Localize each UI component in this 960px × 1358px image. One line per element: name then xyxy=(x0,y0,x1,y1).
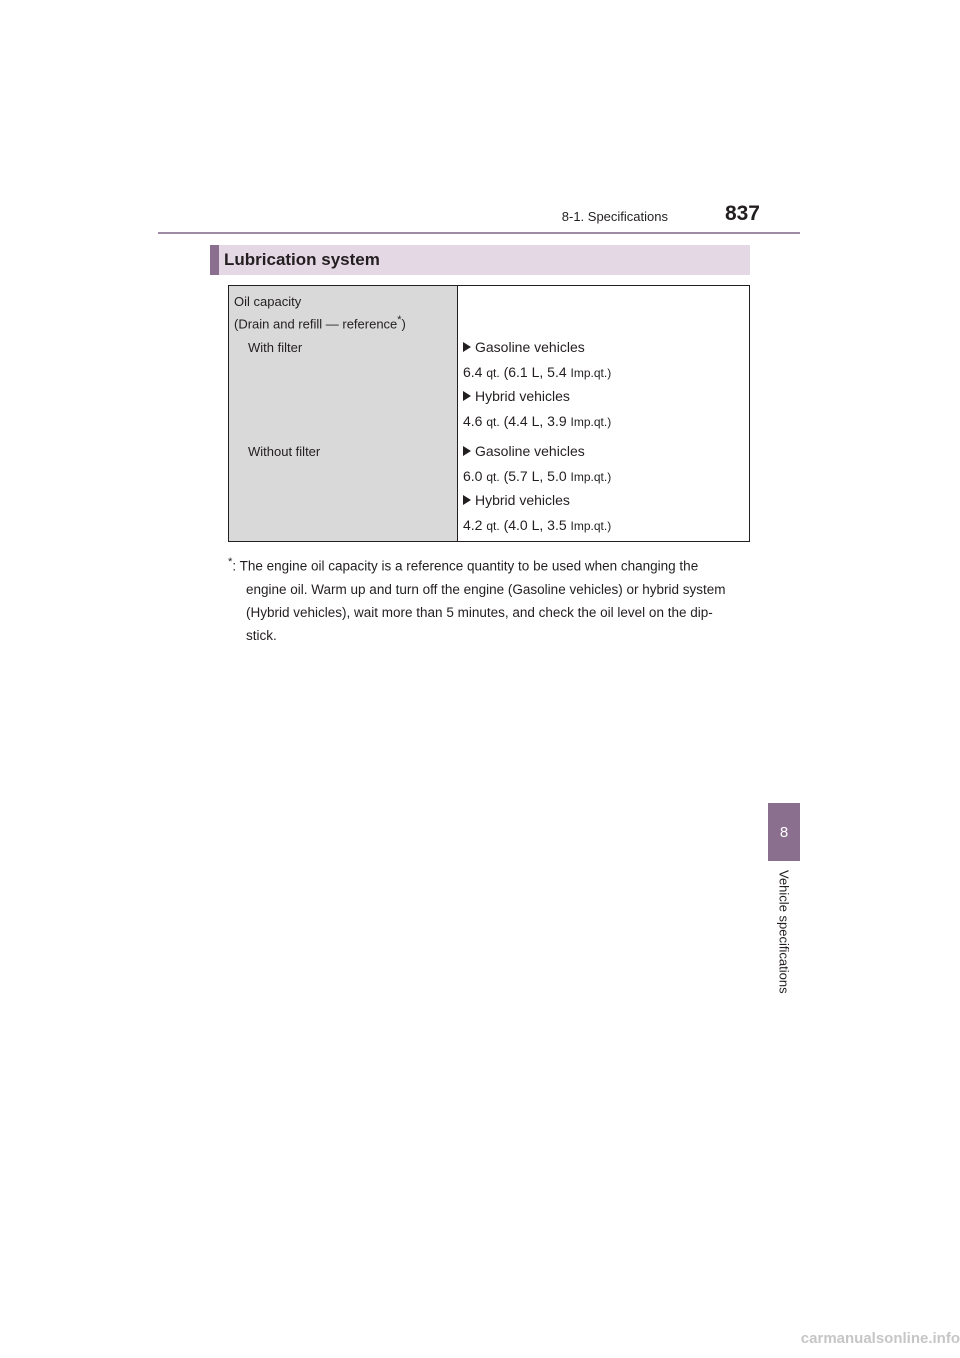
footnote-line-2: engine oil. Warm up and turn off the engine (Gasoline vehicles) or hybrid system xyxy=(246,581,726,597)
section-label: 8-1. Specifications xyxy=(561,209,668,224)
value-paren: (4.0 L, 3.5 xyxy=(503,517,567,533)
table-label-column xyxy=(229,286,458,541)
reference-star: * xyxy=(397,314,402,326)
list-item xyxy=(463,339,585,355)
hybrid-label: Hybrid vehicles xyxy=(475,388,570,404)
value-unit: qt. xyxy=(486,366,500,380)
table-value-column xyxy=(458,286,749,541)
section-heading-text: Lubrication system xyxy=(224,250,380,269)
without-filter-hybrid-value xyxy=(463,517,611,533)
footnote xyxy=(228,551,750,647)
triangle-bullet-icon xyxy=(463,495,471,505)
page-number: 837 xyxy=(724,202,760,225)
footnote-line-1 xyxy=(228,551,750,578)
footnote-line-3: (Hybrid vehicles), wait more than 5 minutes, and check the oil level on the dip- xyxy=(246,604,713,620)
footnote-marker: * xyxy=(228,556,233,568)
with-filter-hybrid-value xyxy=(463,413,611,429)
value-imp: Imp.qt.) xyxy=(570,470,612,484)
label-close: ) xyxy=(401,316,406,332)
gasoline-label: Gasoline vehicles xyxy=(475,339,585,355)
without-filter-label: Without filter xyxy=(248,444,321,459)
triangle-bullet-icon xyxy=(463,342,471,352)
oil-capacity-table xyxy=(228,285,750,542)
chapter-label xyxy=(770,870,798,1010)
chapter-tab xyxy=(768,803,800,861)
without-filter-gasoline-value xyxy=(463,468,611,484)
footnote-line-4: stick. xyxy=(246,627,277,643)
oil-capacity-label xyxy=(234,292,406,333)
header-rule xyxy=(158,232,800,234)
list-item xyxy=(463,388,570,404)
value-main: 6.0 xyxy=(463,468,483,484)
chapter-number: 8 xyxy=(779,823,789,841)
value-paren: (4.4 L, 3.9 xyxy=(503,413,567,429)
value-paren: (5.7 L, 5.0 xyxy=(503,468,567,484)
gasoline-label: Gasoline vehicles xyxy=(475,443,585,459)
list-item xyxy=(463,492,570,508)
label-line-1: Oil capacity xyxy=(234,294,302,309)
with-filter-label: With filter xyxy=(248,340,303,355)
section-heading xyxy=(210,245,750,275)
hybrid-label: Hybrid vehicles xyxy=(475,492,570,508)
triangle-bullet-icon xyxy=(463,446,471,456)
value-main: 4.6 xyxy=(463,413,483,429)
value-main: 4.2 xyxy=(463,517,483,533)
value-main: 6.4 xyxy=(463,364,483,380)
value-imp: Imp.qt.) xyxy=(570,415,612,429)
value-paren: (6.1 L, 5.4 xyxy=(503,364,567,380)
with-filter-gasoline-value xyxy=(463,364,611,380)
value-unit: qt. xyxy=(486,519,500,533)
value-imp: Imp.qt.) xyxy=(570,366,612,380)
label-line-2: (Drain and refill — reference xyxy=(234,316,398,332)
value-imp: Imp.qt.) xyxy=(570,519,612,533)
chapter-label-text: Vehicle specifications xyxy=(776,870,792,994)
triangle-bullet-icon xyxy=(463,391,471,401)
value-unit: qt. xyxy=(486,470,500,484)
list-item xyxy=(463,443,585,459)
value-unit: qt. xyxy=(486,415,500,429)
watermark: carmanualsonline.info xyxy=(800,1330,960,1347)
footnote-text: : The engine oil capacity is a reference quantity to be used when changing the xyxy=(232,558,699,574)
